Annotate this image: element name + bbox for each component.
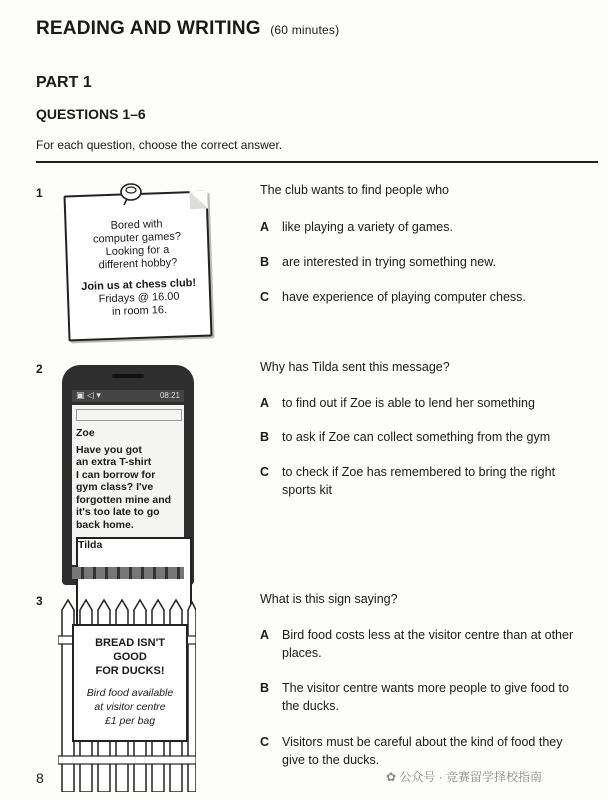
option-letter: A <box>260 396 270 410</box>
message-line: gym class? I've <box>76 481 154 493</box>
option-letter: B <box>260 255 270 269</box>
section-title <box>36 18 339 40</box>
answer-option-b[interactable] <box>260 428 575 446</box>
message-line: it's too late to go <box>76 506 160 518</box>
notice-line: Fridays @ 16.00 <box>98 290 180 306</box>
answer-option-a[interactable] <box>260 218 575 236</box>
question-number: 2 <box>36 362 43 376</box>
page-fold <box>189 191 208 210</box>
pushpin-icon <box>118 180 144 206</box>
watermark-text: 公众号 · 竞赛留学择校指南 <box>399 770 543 784</box>
answer-option-b[interactable] <box>260 679 575 715</box>
message-line: I can borrow for <box>76 468 156 481</box>
phone-time: 08:21 <box>159 391 180 400</box>
option-text: like playing a variety of games. <box>282 220 453 234</box>
notice-line: different hobby? <box>98 256 178 272</box>
message-line: Have you got <box>76 443 142 456</box>
sign-heading-line: GOOD <box>113 651 147 663</box>
duration: (60 minutes) <box>270 23 340 37</box>
question-stem: Why has Tilda sent this message? <box>260 360 450 374</box>
answer-option-a[interactable] <box>260 394 575 412</box>
answer-option-a[interactable] <box>260 626 575 662</box>
status-icons: ▣ ◁ ▾ <box>76 390 101 400</box>
option-letter: C <box>260 290 270 304</box>
answer-option-c[interactable] <box>260 288 575 306</box>
notice-line: in room 16. <box>111 304 168 318</box>
part-heading: PART 1 <box>36 74 92 91</box>
wechat-icon: ✿ <box>386 770 400 784</box>
page-number: 8 <box>36 770 44 786</box>
option-text: Visitors must be careful about the kind of food they give to the ducks. <box>282 735 563 767</box>
message-sender: Tilda <box>76 537 192 655</box>
option-text: are interested in trying something new. <box>282 255 497 269</box>
sign-heading <box>74 636 186 678</box>
message-line: back home. <box>76 518 134 531</box>
sign-sub-line: at visitor centre <box>94 701 166 713</box>
option-text: The visitor centre wants more people to give food to the ducks. <box>282 681 569 713</box>
message-header-bar <box>76 409 182 421</box>
answer-option-b[interactable] <box>260 253 575 271</box>
notice-line: computer games? <box>92 230 182 246</box>
phone-status-bar <box>72 390 184 402</box>
sign-sub-line: £1 per bag <box>104 715 156 727</box>
option-text: to ask if Zoe can collect something from the gym <box>282 430 551 444</box>
notice-line: Bored with <box>110 218 163 232</box>
question-stem: The club wants to find people who <box>260 183 450 197</box>
question-stem: What is this sign saying? <box>260 592 398 606</box>
option-text: to check if Zoe has remembered to bring the right sports kit <box>282 465 556 497</box>
option-text: to find out if Zoe is able to lend her something <box>282 396 535 410</box>
sign-subtext <box>74 686 186 728</box>
sign-heading-line: FOR DUCKS! <box>95 665 165 677</box>
notice-line: Looking for a <box>105 243 170 259</box>
option-letter: C <box>260 465 270 479</box>
phone-message-image <box>62 365 194 585</box>
option-letter: A <box>260 220 270 234</box>
message-line: an extra T-shirt <box>76 456 152 468</box>
phone-keyboard <box>72 567 184 579</box>
divider <box>36 161 598 163</box>
sign-sub-line: Bird food available <box>86 687 174 699</box>
message-recipient: Zoe <box>76 427 95 439</box>
message-line: forgotten mine and <box>76 493 172 506</box>
question-number: 1 <box>36 186 43 200</box>
option-letter: A <box>260 628 270 642</box>
instruction-text: For each question, choose the correct answer. <box>36 138 283 152</box>
sign-heading-line: BREAD ISN'T <box>95 637 165 649</box>
watermark <box>386 768 542 785</box>
phone-screen <box>72 405 184 565</box>
notice-text <box>72 217 203 320</box>
question-range: QUESTIONS 1–6 <box>36 106 146 122</box>
answer-option-c[interactable] <box>260 733 575 769</box>
chess-club-notice <box>63 191 212 342</box>
duck-food-sign <box>72 624 188 742</box>
option-text: have experience of playing computer chess. <box>282 290 526 304</box>
notice-bold-line: Join us at chess club! <box>81 276 197 293</box>
option-letter: C <box>260 735 270 749</box>
section-title-text: READING AND WRITING <box>36 18 261 39</box>
option-letter: B <box>260 681 270 695</box>
phone-speaker <box>112 374 144 378</box>
option-text: Bird food costs less at the visitor centre than at other places. <box>282 628 574 660</box>
question-number: 3 <box>36 594 43 608</box>
answer-option-c[interactable] <box>260 463 575 499</box>
option-letter: B <box>260 430 270 444</box>
